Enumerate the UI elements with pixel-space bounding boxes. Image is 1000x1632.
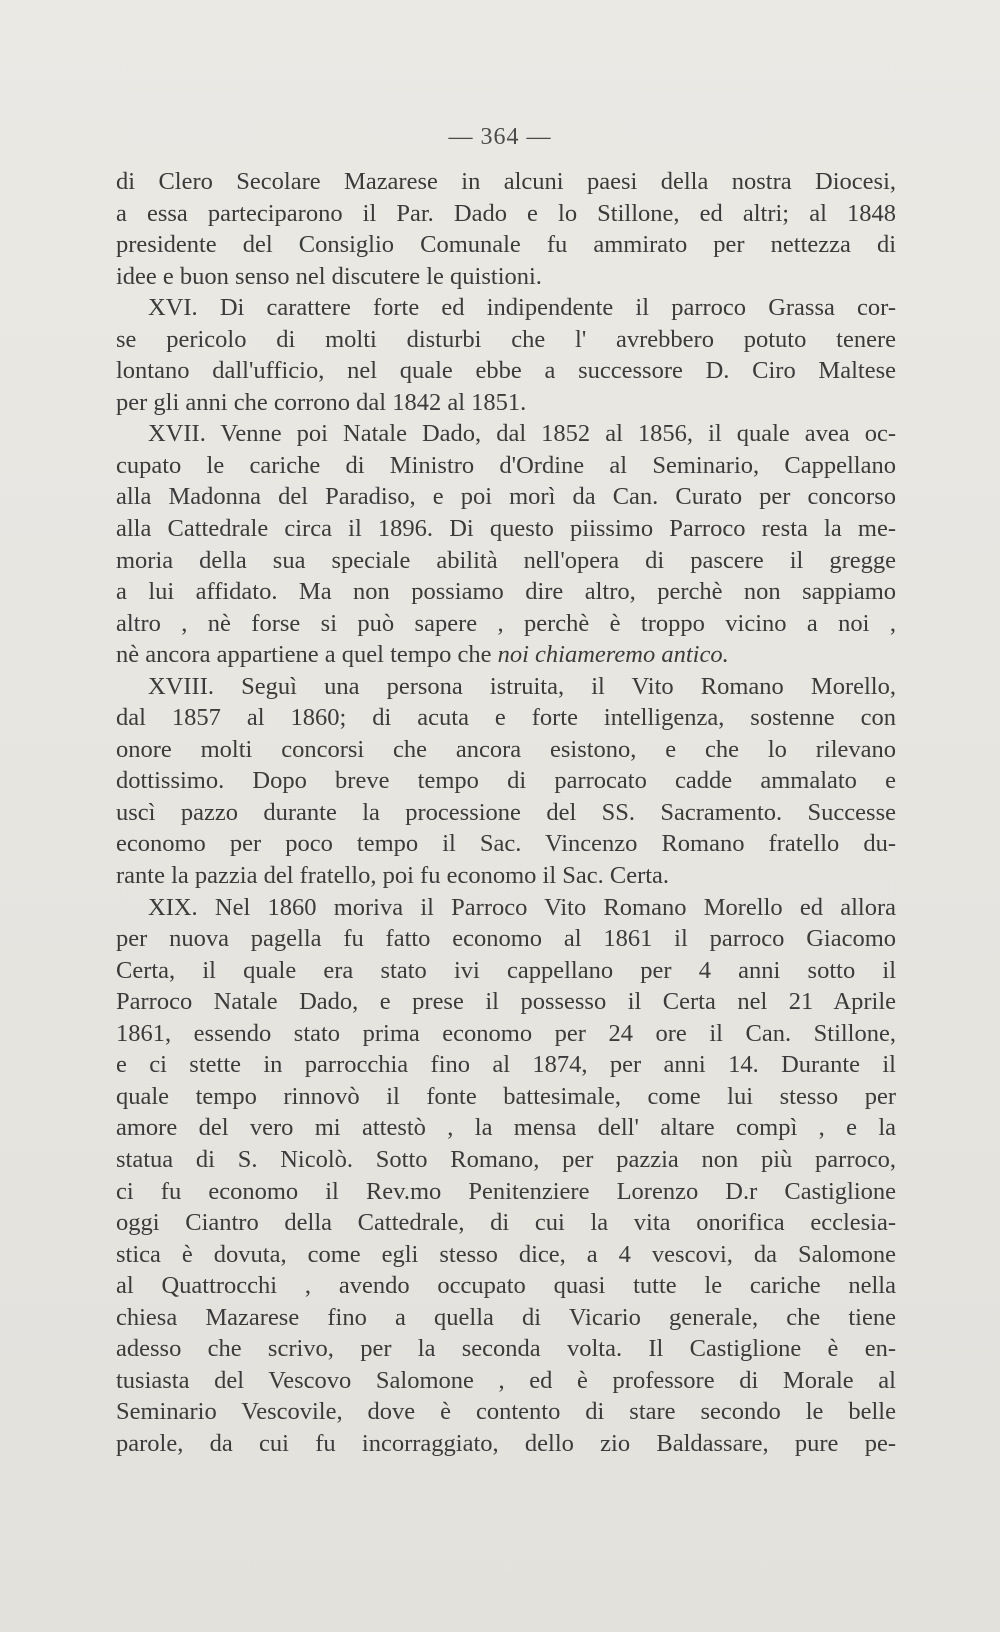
- text-line: [116, 608, 896, 640]
- text-line-content: quale tempo rinnovò il fonte battesimale, come lui stesso per: [116, 1082, 896, 1110]
- text-line: [116, 1396, 896, 1428]
- text-line: [116, 1239, 896, 1271]
- text-line: [116, 734, 896, 766]
- text-line: [116, 1207, 896, 1239]
- text-line: [116, 765, 896, 797]
- text-line-content: moria della sua speciale abilità nell'opera di pascere il gregge: [116, 546, 896, 574]
- text-line-content: Seminario Vescovile, dove è contento di stare secondo le belle: [116, 1398, 896, 1426]
- text-line: [116, 1270, 896, 1302]
- text-line-content: XVII. Venne poi Natale Dado, dal 1852 al 1856, il quale avea oc-: [148, 420, 896, 448]
- text-line: [116, 986, 896, 1018]
- text-line-content: per gli anni che corrono dal 1842 al 1851.: [116, 388, 527, 416]
- text-line: [116, 545, 896, 577]
- text-line: [116, 1302, 896, 1334]
- text-line: [116, 892, 896, 924]
- text-line-content: dal 1857 al 1860; di acuta e forte intelligenza, sostenne con: [116, 704, 896, 732]
- text-line-content: XVI. Di carattere forte ed indipendente il parroco Grassa cor-: [148, 294, 896, 322]
- text-line: [116, 229, 896, 261]
- text-line-content: statua di S. Nicolò. Sotto Romano, per pazzia non più parroco,: [116, 1145, 896, 1173]
- text-line-content: alla Cattedrale circa il 1896. Di questo piissimo Parroco resta la me-: [116, 515, 896, 543]
- text-line-content: lontano dall'ufficio, nel quale ebbe a successore D. Ciro Maltese: [116, 357, 896, 385]
- text-line-content: idee e buon senso nel discutere le quistioni.: [116, 262, 542, 290]
- text-line: [116, 1018, 896, 1050]
- text-line-content: parole, da cui fu incorraggiato, dello zio Baldassare, pure pe-: [116, 1429, 896, 1457]
- text-line: [116, 481, 896, 513]
- text-line: [116, 418, 896, 450]
- page-number: — 364 —: [448, 124, 552, 150]
- text-line: [116, 166, 896, 198]
- body-text: [116, 166, 896, 1459]
- text-line: [116, 1176, 896, 1208]
- text-line-content: onore molti concorsi che ancora esistono, e che lo rilevano: [116, 735, 896, 763]
- text-line: [116, 1081, 896, 1113]
- text-line: [116, 355, 896, 387]
- text-line: [116, 324, 896, 356]
- text-line-content: ci fu economo il Rev.mo Penitenziere Lorenzo D.r Castiglione: [116, 1177, 896, 1205]
- text-line-content: oggi Ciantro della Cattedrale, di cui la vita onorifica ecclesia-: [116, 1209, 896, 1237]
- text-line-content: per nuova pagella fu fatto economo al 1861 il parroco Giacomo: [116, 925, 896, 953]
- text-line-content: tusiasta del Vescovo Salomone , ed è professore di Morale al: [116, 1366, 896, 1394]
- text-line: [116, 387, 896, 419]
- text-line: [116, 1049, 896, 1081]
- text-line: [116, 923, 896, 955]
- text-line-content: se pericolo di molti disturbi che l' avrebbero potuto tenere: [116, 325, 896, 353]
- text-line: [116, 797, 896, 829]
- text-line: [116, 513, 896, 545]
- text-line-content: di Clero Secolare Mazarese in alcuni paesi della nostra Diocesi,: [116, 168, 896, 195]
- text-line-content: amore del vero mi attestò , la mensa dell' altare compì , e la: [116, 1114, 896, 1142]
- text-line-content: presidente del Consiglio Comunale fu ammirato per nettezza di: [116, 231, 896, 259]
- text-line-content: XIX. Nel 1860 moriva il Parroco Vito Romano Morello ed allora: [148, 893, 896, 921]
- text-line: [116, 261, 896, 293]
- text-line: [116, 1428, 896, 1460]
- text-line-content: dottissimo. Dopo breve tempo di parrocato cadde ammalato e: [116, 767, 896, 795]
- text-line-content: alla Madonna del Paradiso, e poi morì da Can. Curato per concorso: [116, 483, 896, 511]
- text-line-content: rante la pazzia del fratello, poi fu economo il Sac. Certa.: [116, 862, 670, 890]
- text-line: [116, 198, 896, 230]
- text-line-content: Parroco Natale Dado, e prese il possesso il Certa nel 21 Aprile: [116, 988, 896, 1016]
- text-line-content: chiesa Mazarese fino a quella di Vicario generale, che tiene: [116, 1303, 896, 1331]
- text-line: [116, 702, 896, 734]
- text-line-content: uscì pazzo durante la processione del SS. Sacramento. Successe: [116, 798, 896, 826]
- text-line: [116, 639, 896, 671]
- text-line: [116, 1365, 896, 1397]
- text-line: [116, 955, 896, 987]
- text-line-content: cupato le cariche di Ministro d'Ordine al Seminario, Cappellano: [116, 451, 896, 479]
- text-line-content: economo per poco tempo il Sac. Vincenzo Romano fratello du-: [116, 830, 896, 858]
- text-line-content: XVIII. Seguì una persona istruita, il Vito Romano Morello,: [148, 672, 896, 700]
- text-line-content: a essa parteciparono il Par. Dado e lo Stillone, ed altri; al 1848: [116, 199, 896, 227]
- text-line-content: adesso che scrivo, per la seconda volta. Il Castiglione è en-: [116, 1335, 896, 1363]
- text-line: [116, 860, 896, 892]
- text-line-content: stica è dovuta, come egli stesso dice, a 4 vescovi, da Salomone: [116, 1240, 896, 1268]
- text-line-content: a lui affidato. Ma non possiamo dire altro, perchè non sappiamo: [116, 578, 896, 606]
- text-line-content: 1861, essendo stato prima economo per 24 ore il Can. Stillone,: [116, 1019, 896, 1047]
- text-line: [116, 450, 896, 482]
- text-line-content: e ci stette in parrocchia fino al 1874, per anni 14. Durante il: [116, 1051, 896, 1079]
- text-line: [116, 1112, 896, 1144]
- text-line: [116, 671, 896, 703]
- text-line: [116, 828, 896, 860]
- text-line: [116, 576, 896, 608]
- text-line: [116, 292, 896, 324]
- text-line-content: nè ancora appartiene a quel tempo che: [116, 641, 498, 669]
- text-line: [116, 1144, 896, 1176]
- text-line: [116, 1333, 896, 1365]
- text-line-content: altro , nè forse si può sapere , perchè è troppo vicino a noi ,: [116, 609, 896, 637]
- italic-phrase: noi chiameremo antico.: [497, 641, 729, 669]
- text-line-content: al Quattrocchi , avendo occupato quasi tutte le cariche nella: [116, 1272, 896, 1300]
- text-line-content: Certa, il quale era stato ivi cappellano per 4 anni sotto il: [116, 956, 896, 984]
